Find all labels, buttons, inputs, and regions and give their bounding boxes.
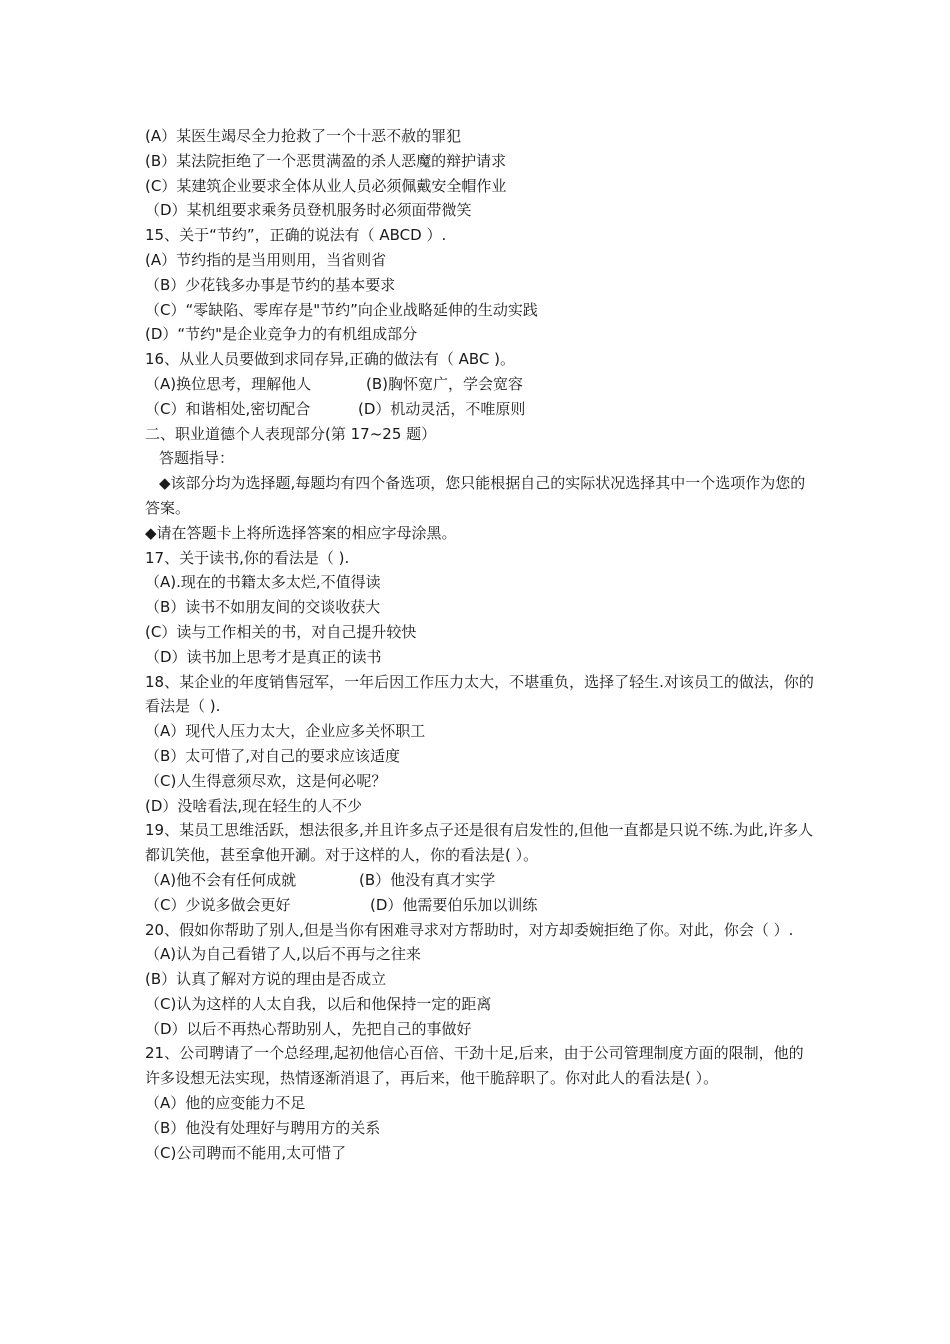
q15-option-d: (D）“节约"是企业竞争力的有机组成部分 [145, 325, 418, 344]
q15-stem: 15、关于“节约”，正确的说法有（ ABCD ）. [145, 226, 447, 245]
q19-stem: 19、某员工思维活跃，想法很多,并且许多点子还是很有启发性的,但他一直都是只说不练.为此,许多人都讥笑他，甚至拿他开涮。对于这样的人，你的看法是( ）。 [145, 821, 814, 865]
q14-option-a: (A）某医生竭尽全力抢救了一个十恶不赦的罪犯 [145, 127, 462, 145]
q21-option-c: （C)公司聘而不能用,太可惜了 [145, 1143, 347, 1162]
q17-option-a: （A).现在的书籍太多太烂,不值得读 [145, 573, 381, 592]
q20-option-b: (B）认真了解对方说的理由是否成立 [145, 970, 387, 989]
answer-guide-label: 答题指导： [159, 449, 235, 468]
q18-option-b: （B）太可惜了,对自己的要求应该适度 [145, 746, 401, 765]
document-body [145, 124, 815, 1165]
q16-options-row-1 [145, 372, 815, 397]
q15-option-a: (A）节约指的是当用则用，当省则省 [145, 250, 387, 269]
q17-option-b: （B）读书不如朋友间的交谈收获大 [145, 598, 381, 617]
q15-option-c: （C）“零缺陷、零库存是"节约”向企业战略延伸的生动实践 [145, 300, 538, 319]
q16-option-b: (B)胸怀宽广，学会宽容 [366, 374, 523, 393]
q14-option-c: (C）某建筑企业要求全体从业人员必须佩戴安全帽作业 [145, 176, 507, 195]
q16-option-d: (D）机动灵活，不唯原则 [358, 399, 526, 418]
q16-option-a: （A)换位思考，理解他人 [145, 374, 312, 393]
q18-stem: 18、某企业的年度销售冠军，一年后因工作压力太大，不堪重负，选择了轻生.对该员工的做法，你的看法是（ ). [145, 672, 814, 716]
q17-stem: 17、关于读书,你的看法是（ ). [145, 548, 350, 567]
q21-option-b: （B）他没有处理好与聘用方的关系 [145, 1118, 381, 1137]
answer-guide-instruction-1: ◆该部分均为选择题,每题均有四个备选项，您只能根据自己的实际状况选择其中一个选项作为您的答案。 [145, 474, 806, 517]
q21-stem: 21、公司聘请了一个总经理,起初他信心百倍、干劲十足,后来，由于公司管理制度方面的限制，他的许多设想无法实现，热情逐渐消退了，再后来，他干脆辞职了。你对此人的看法是( ）。 [145, 1044, 804, 1088]
q20-option-d: （D）以后不再热心帮助别人，先把自己的事做好 [145, 1019, 472, 1038]
q14-option-d: （D）某机组要求乘务员登机服务时必须面带微笑 [145, 201, 472, 220]
q19-option-b: (B）他没有真才实学 [359, 870, 496, 889]
section-2-heading: 二、职业道德个人表现部分(第 17~25 题） [145, 424, 437, 443]
q20-option-a: （A)认为自己看错了人,以后不再与之往来 [145, 945, 421, 964]
q17-option-c: (C）读与工作相关的书，对自己提升较快 [145, 622, 417, 641]
q16-options-row-2 [145, 397, 815, 422]
q16-stem: 16、从业人员要做到求同存异,正确的做法有（ ABC )。 [145, 350, 516, 369]
q18-option-a: （A）现代人压力太大，企业应多关怀职工 [145, 722, 426, 741]
q20-option-c: （C)认为这样的人太自我，以后和他保持一定的距离 [145, 994, 492, 1013]
q19-options-row-2 [145, 893, 815, 918]
q19-option-d: (D）他需要伯乐加以训练 [370, 895, 538, 914]
q19-option-a: （A)他不会有任何成就 [145, 870, 297, 889]
q14-option-b: (B）某法院拒绝了一个恶贯满盈的杀人恶魔的辩护请求 [145, 151, 507, 170]
q15-option-b: （B）少花钱多办事是节约的基本要求 [145, 275, 396, 294]
q20-stem: 20、假如你帮助了别人,但是当你有困难寻求对方帮助时，对方却委婉拒绝了你。对此，你会（ ）. [145, 920, 794, 939]
q19-options-row-1 [145, 868, 815, 893]
q21-option-a: （A）他的应变能力不足 [145, 1094, 306, 1113]
answer-guide-instruction-2: ◆请在答题卡上将所选择答案的相应字母涂黑。 [145, 523, 457, 542]
q18-option-d: (D）没啥看法,现在轻生的人不少 [145, 796, 363, 815]
q19-option-c: （C）少说多做会更好 [145, 895, 291, 914]
q16-option-c: （C）和谐相处,密切配合 [145, 399, 311, 418]
q17-option-d: （D）读书加上思考才是真正的读书 [145, 647, 382, 666]
q18-option-c: （C)人生得意须尽欢，这是何必呢？ [145, 771, 387, 790]
